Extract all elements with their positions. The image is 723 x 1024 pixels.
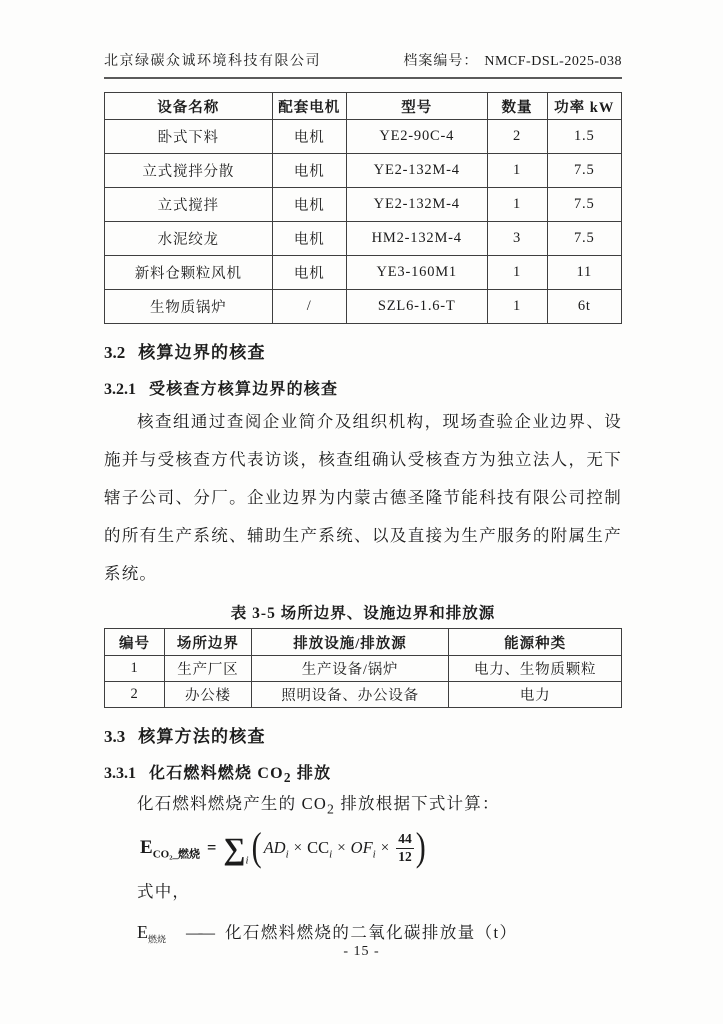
summation	[223, 830, 249, 866]
column-header: 场所边界	[164, 629, 251, 656]
table-cell: YE2-132M-4	[346, 154, 487, 188]
boundary-table-header-row	[105, 629, 622, 656]
table-cell: 生产设备/锅炉	[251, 656, 448, 682]
table-cell: 新料仓颗粒风机	[105, 256, 273, 290]
section-number: 3.3.1	[104, 765, 136, 782]
table-row	[105, 290, 622, 324]
column-header: 数量	[487, 93, 547, 120]
table-cell: 电机	[272, 256, 346, 290]
multiply-sign: ×	[337, 839, 346, 856]
table-cell: 立式搅拌分散	[105, 154, 273, 188]
table-cell: 7.5	[547, 222, 621, 256]
multiply-sign: ×	[293, 839, 303, 856]
boundary-paragraph: 核查组通过查阅企业简介及组织机构，现场查验企业边界、设施并与受核查方代表访谈，核查组确认受核查方为独立法人，无下辖子公司、分厂。企业边界为内蒙古德圣隆节能科技有限公司控制的所有生产系统、辅助生产系统、以及直接为生产服务的附属生产系统。	[104, 412, 622, 583]
fraction-denominator: 12	[398, 848, 412, 864]
table-cell: 电机	[272, 188, 346, 222]
table-cell: 办公楼	[164, 682, 251, 708]
table-cell: 3	[487, 222, 547, 256]
co2-emission-formula	[140, 825, 622, 871]
table-cell: 电机	[272, 120, 346, 154]
close-paren: )	[415, 825, 426, 870]
table-cell: 1	[487, 256, 547, 290]
company-name: 北京绿碳众诚环境科技有限公司	[104, 54, 321, 69]
column-header: 功率 kW	[547, 93, 621, 120]
file-number-value: NMCF-DSL-2025-038	[484, 54, 622, 69]
table-cell: YE2-132M-4	[346, 188, 487, 222]
section-heading-3-3-1	[104, 760, 622, 786]
section-title-text: 化石燃料燃烧 CO	[149, 765, 284, 782]
table-cell: YE3-160M1	[346, 256, 487, 290]
column-header: 排放设施/排放源	[251, 629, 448, 656]
boundary-table	[104, 628, 622, 708]
table-cell: 生物质锅炉	[105, 290, 273, 324]
co2-subscript: 2	[326, 801, 336, 817]
table-cell: SZL6-1.6-T	[346, 290, 487, 324]
table-3-5-caption: 表 3-5 场所边界、设施边界和排放源	[230, 605, 496, 622]
table-row	[105, 656, 622, 682]
section-heading-3-3	[104, 722, 622, 747]
equipment-table-header-row	[105, 93, 622, 120]
sigma-symbol: ∑	[223, 830, 246, 866]
open-paren: (	[251, 825, 262, 870]
fraction-numerator: 44	[396, 831, 414, 848]
formula-term-ad: $AD_i$	[263, 838, 289, 861]
table-row	[105, 256, 622, 290]
table-cell: 照明设备、办公设备	[251, 682, 448, 708]
table-cell: 7.5	[547, 188, 621, 222]
table-cell: /	[272, 290, 346, 324]
table-row	[105, 188, 622, 222]
section-title: 核算方法的核查	[138, 727, 266, 746]
table-cell: 电机	[272, 222, 346, 256]
equipment-table	[104, 92, 622, 324]
table-cell: 电力、生物质颗粒	[449, 656, 622, 682]
table-row	[105, 222, 622, 256]
table-cell: 11	[547, 256, 621, 290]
table-cell: HM2-132M-4	[346, 222, 487, 256]
page-header	[104, 50, 622, 79]
table-cell: 1	[105, 656, 165, 682]
table-cell: 2	[105, 682, 165, 708]
section-title-text: 排放	[291, 765, 332, 782]
section-title: 核算边界的核查	[138, 343, 266, 362]
multiply-sign: ×	[380, 839, 390, 856]
fraction-44-12	[396, 831, 414, 864]
table-cell: 卧式下料	[105, 120, 273, 154]
table-cell: 1	[487, 290, 547, 324]
table-cell: 电力	[449, 682, 622, 708]
equals-sign: =	[207, 838, 217, 857]
table-cell: 生产厂区	[164, 656, 251, 682]
where-label: 式中，	[137, 882, 191, 901]
table-cell: 1	[487, 154, 547, 188]
table-row	[105, 154, 622, 188]
column-header: 能源种类	[449, 629, 622, 656]
formula-term-of: $OF_i$	[350, 838, 376, 861]
column-header: 配套电机	[272, 93, 346, 120]
page-number: - 15 -	[343, 944, 380, 959]
section-heading-3-2	[104, 338, 622, 363]
table-cell: 水泥绞龙	[105, 222, 273, 256]
column-header: 设备名称	[105, 93, 273, 120]
file-number	[403, 50, 622, 70]
table-row	[105, 682, 622, 708]
formula-lhs	[140, 837, 200, 859]
file-number-label: 档案编号：	[403, 54, 479, 69]
section-title: 受核查方核算边界的核查	[149, 381, 339, 398]
formula-lhs-base: E	[140, 837, 153, 858]
column-header: 型号	[346, 93, 487, 120]
section-number: 3.2	[104, 343, 126, 362]
definition-symbol: $E_{燃烧}$	[137, 922, 167, 945]
table-cell: 2	[487, 120, 547, 154]
section-heading-3-2-1	[104, 376, 622, 399]
definition-text: 化石燃料燃烧的二氧化碳排放量（t）	[225, 923, 518, 942]
table-cell: 6t	[547, 290, 621, 324]
table-cell: 立式搅拌	[105, 188, 273, 222]
sigma-index: i	[245, 853, 249, 866]
table-cell: 1	[487, 188, 547, 222]
column-header: 编号	[105, 629, 165, 656]
formula-intro-text: 化石燃料燃烧产生的 CO	[137, 794, 327, 813]
formula-lhs-subscript: CO₂_燃烧	[152, 848, 200, 861]
formula-term-cc: $CC_i$	[307, 838, 333, 861]
formula-intro-text: 排放根据下式计算：	[335, 794, 500, 813]
definition-dash: ——	[186, 923, 212, 942]
table-cell: 7.5	[547, 154, 621, 188]
formula-intro	[104, 789, 622, 819]
term-definition	[104, 919, 622, 943]
table-row	[105, 120, 622, 154]
section-title	[149, 765, 332, 786]
section-number: 3.2.1	[104, 381, 136, 398]
co2-subscript: 2	[283, 770, 292, 786]
table-cell: 电机	[272, 154, 346, 188]
table-cell: YE2-90C-4	[346, 120, 487, 154]
table-cell: 1.5	[547, 120, 621, 154]
section-number: 3.3	[104, 727, 126, 746]
